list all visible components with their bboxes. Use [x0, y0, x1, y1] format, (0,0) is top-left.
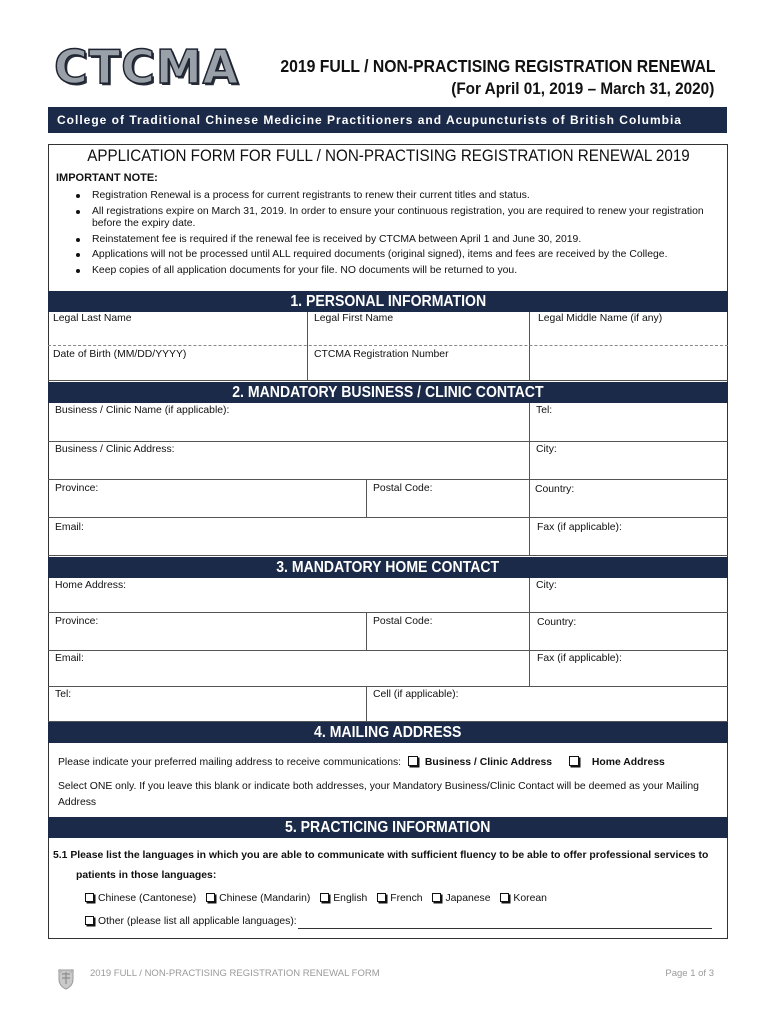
home-country-field[interactable]: Country: [537, 617, 577, 628]
row-divider [48, 441, 728, 442]
footer-form-name: 2019 FULL / NON-PRACTISING REGISTRATION RENEWAL FORM [90, 968, 380, 979]
row-divider [48, 380, 728, 381]
clinic-country-field[interactable]: Country: [535, 484, 575, 495]
mailing-address-instruction: Select ONE only. If you leave this blank or indicate both addresses, your Mandatory Business/Clinic Contact will be deemed as your Mailing Address [58, 781, 699, 808]
note-item: All registrations expire on March 31, 2019. In order to ensure your continuous registration, you are required to renew your registration before the expiry date. [76, 206, 716, 231]
clinic-city-field[interactable]: City: [536, 444, 557, 455]
home-cell-field[interactable]: Cell (if applicable): [373, 689, 459, 700]
language-options-row [85, 891, 547, 907]
section-home-contact-header: 3. MANDATORY HOME CONTACT [48, 557, 728, 578]
business-address-option-label: Business / Clinic Address [424, 757, 553, 768]
language-label: Chinese (Cantonese) [98, 893, 197, 904]
section-practicing-information-header: 5. PRACTICING INFORMATION [48, 817, 728, 838]
column-divider [366, 612, 367, 650]
languages-question-continued: patients in those languages: [76, 870, 217, 881]
home-tel-field[interactable]: Tel: [55, 689, 72, 700]
home-province-field[interactable]: Province: [55, 616, 99, 627]
home-postal-code-field[interactable]: Postal Code: [373, 616, 433, 627]
column-divider [366, 479, 367, 517]
language-checkbox-japanese[interactable] [432, 893, 441, 902]
languages-question: 5.1 Please list the languages in which you are able to communicate with sufficient fluency to be able to offer professional services to [53, 850, 709, 861]
language-checkbox-other[interactable] [85, 916, 94, 925]
home-address-option-label: Home Address [591, 757, 665, 768]
mailing-address-prompt [58, 755, 665, 771]
language-label: French [390, 893, 423, 904]
clinic-province-field[interactable]: Province: [55, 483, 99, 494]
clinic-address-field[interactable]: Business / Clinic Address: [55, 444, 175, 455]
document-subtitle: (For April 01, 2019 – March 31, 2020) [450, 79, 714, 98]
language-label: English [333, 893, 368, 904]
section-personal-information-header: 1. PERSONAL INFORMATION [48, 291, 728, 312]
home-fax-field[interactable]: Fax (if applicable): [537, 653, 622, 664]
row-divider [48, 479, 728, 480]
ctcma-logo: CTCMA [54, 40, 240, 94]
language-label: Korean [513, 893, 547, 904]
language-checkbox-korean[interactable] [500, 893, 509, 902]
note-item: Applications will not be processed until ALL required documents (original signed), items and fees are received by the College. [76, 249, 716, 262]
clinic-email-field[interactable]: Email: [55, 522, 84, 533]
row-divider [48, 555, 728, 556]
language-label: Japanese [445, 893, 491, 904]
note-item: Reinstatement fee is required if the renewal fee is received by CTCMA between April 1 and June 30, 2019. [76, 234, 716, 247]
important-notes-list [76, 190, 716, 280]
document-title: 2019 FULL / NON-PRACTISING REGISTRATION RENEWAL [280, 56, 716, 76]
college-name-bar: College of Traditional Chinese Medicine Practitioners and Acupuncturists of British Columbia [48, 107, 727, 133]
language-checkbox-cantonese[interactable] [85, 893, 94, 902]
mailing-prompt-text: Please indicate your preferred mailing address to receive communications: [58, 757, 402, 768]
column-divider [307, 312, 308, 380]
legal-last-name-field[interactable]: Legal Last Name [53, 313, 132, 324]
row-divider [48, 517, 728, 518]
other-language-row [85, 914, 297, 930]
home-city-field[interactable]: City: [536, 580, 557, 591]
registration-number-field[interactable]: CTCMA Registration Number [314, 349, 449, 360]
college-crest-icon [56, 966, 76, 990]
footer-page-number: Page 1 of 3 [665, 968, 714, 979]
language-checkbox-english[interactable] [320, 893, 329, 902]
section-mailing-address-header: 4. MAILING ADDRESS [48, 722, 728, 743]
column-divider [529, 578, 530, 686]
row-divider [48, 345, 728, 346]
legal-first-name-field[interactable]: Legal First Name [314, 313, 394, 324]
date-of-birth-field[interactable]: Date of Birth (MM/DD/YYYY) [53, 349, 187, 360]
home-address-checkbox[interactable] [569, 756, 579, 766]
other-language-input[interactable] [298, 928, 712, 929]
row-divider [48, 686, 728, 687]
other-language-label: Other (please list all applicable languages): [98, 916, 297, 927]
section-business-contact-header: 2. MANDATORY BUSINESS / CLINIC CONTACT [48, 382, 728, 403]
language-checkbox-mandarin[interactable] [206, 893, 215, 902]
home-email-field[interactable]: Email: [55, 653, 84, 664]
column-divider [529, 312, 530, 380]
clinic-tel-field[interactable]: Tel: [536, 405, 553, 416]
language-checkbox-french[interactable] [377, 893, 386, 902]
application-form-title: APPLICATION FORM FOR FULL / NON-PRACTISING REGISTRATION RENEWAL 2019 [86, 147, 690, 165]
clinic-postal-code-field[interactable]: Postal Code: [373, 483, 433, 494]
language-label: Chinese (Mandarin) [219, 893, 311, 904]
home-address-field[interactable]: Home Address: [55, 580, 127, 591]
row-divider [48, 650, 728, 651]
note-item: Keep copies of all application documents for your file. NO documents will be returned to you. [76, 265, 716, 278]
important-note-label: IMPORTANT NOTE: [56, 172, 158, 184]
note-item: Registration Renewal is a process for current registrants to renew their current titles and status. [76, 190, 716, 203]
row-divider [48, 612, 728, 613]
legal-middle-name-field[interactable]: Legal Middle Name (if any) [538, 313, 663, 324]
clinic-fax-field[interactable]: Fax (if applicable): [537, 522, 622, 533]
business-address-checkbox[interactable] [408, 756, 418, 766]
clinic-name-field[interactable]: Business / Clinic Name (if applicable): [55, 405, 230, 416]
column-divider [366, 686, 367, 722]
